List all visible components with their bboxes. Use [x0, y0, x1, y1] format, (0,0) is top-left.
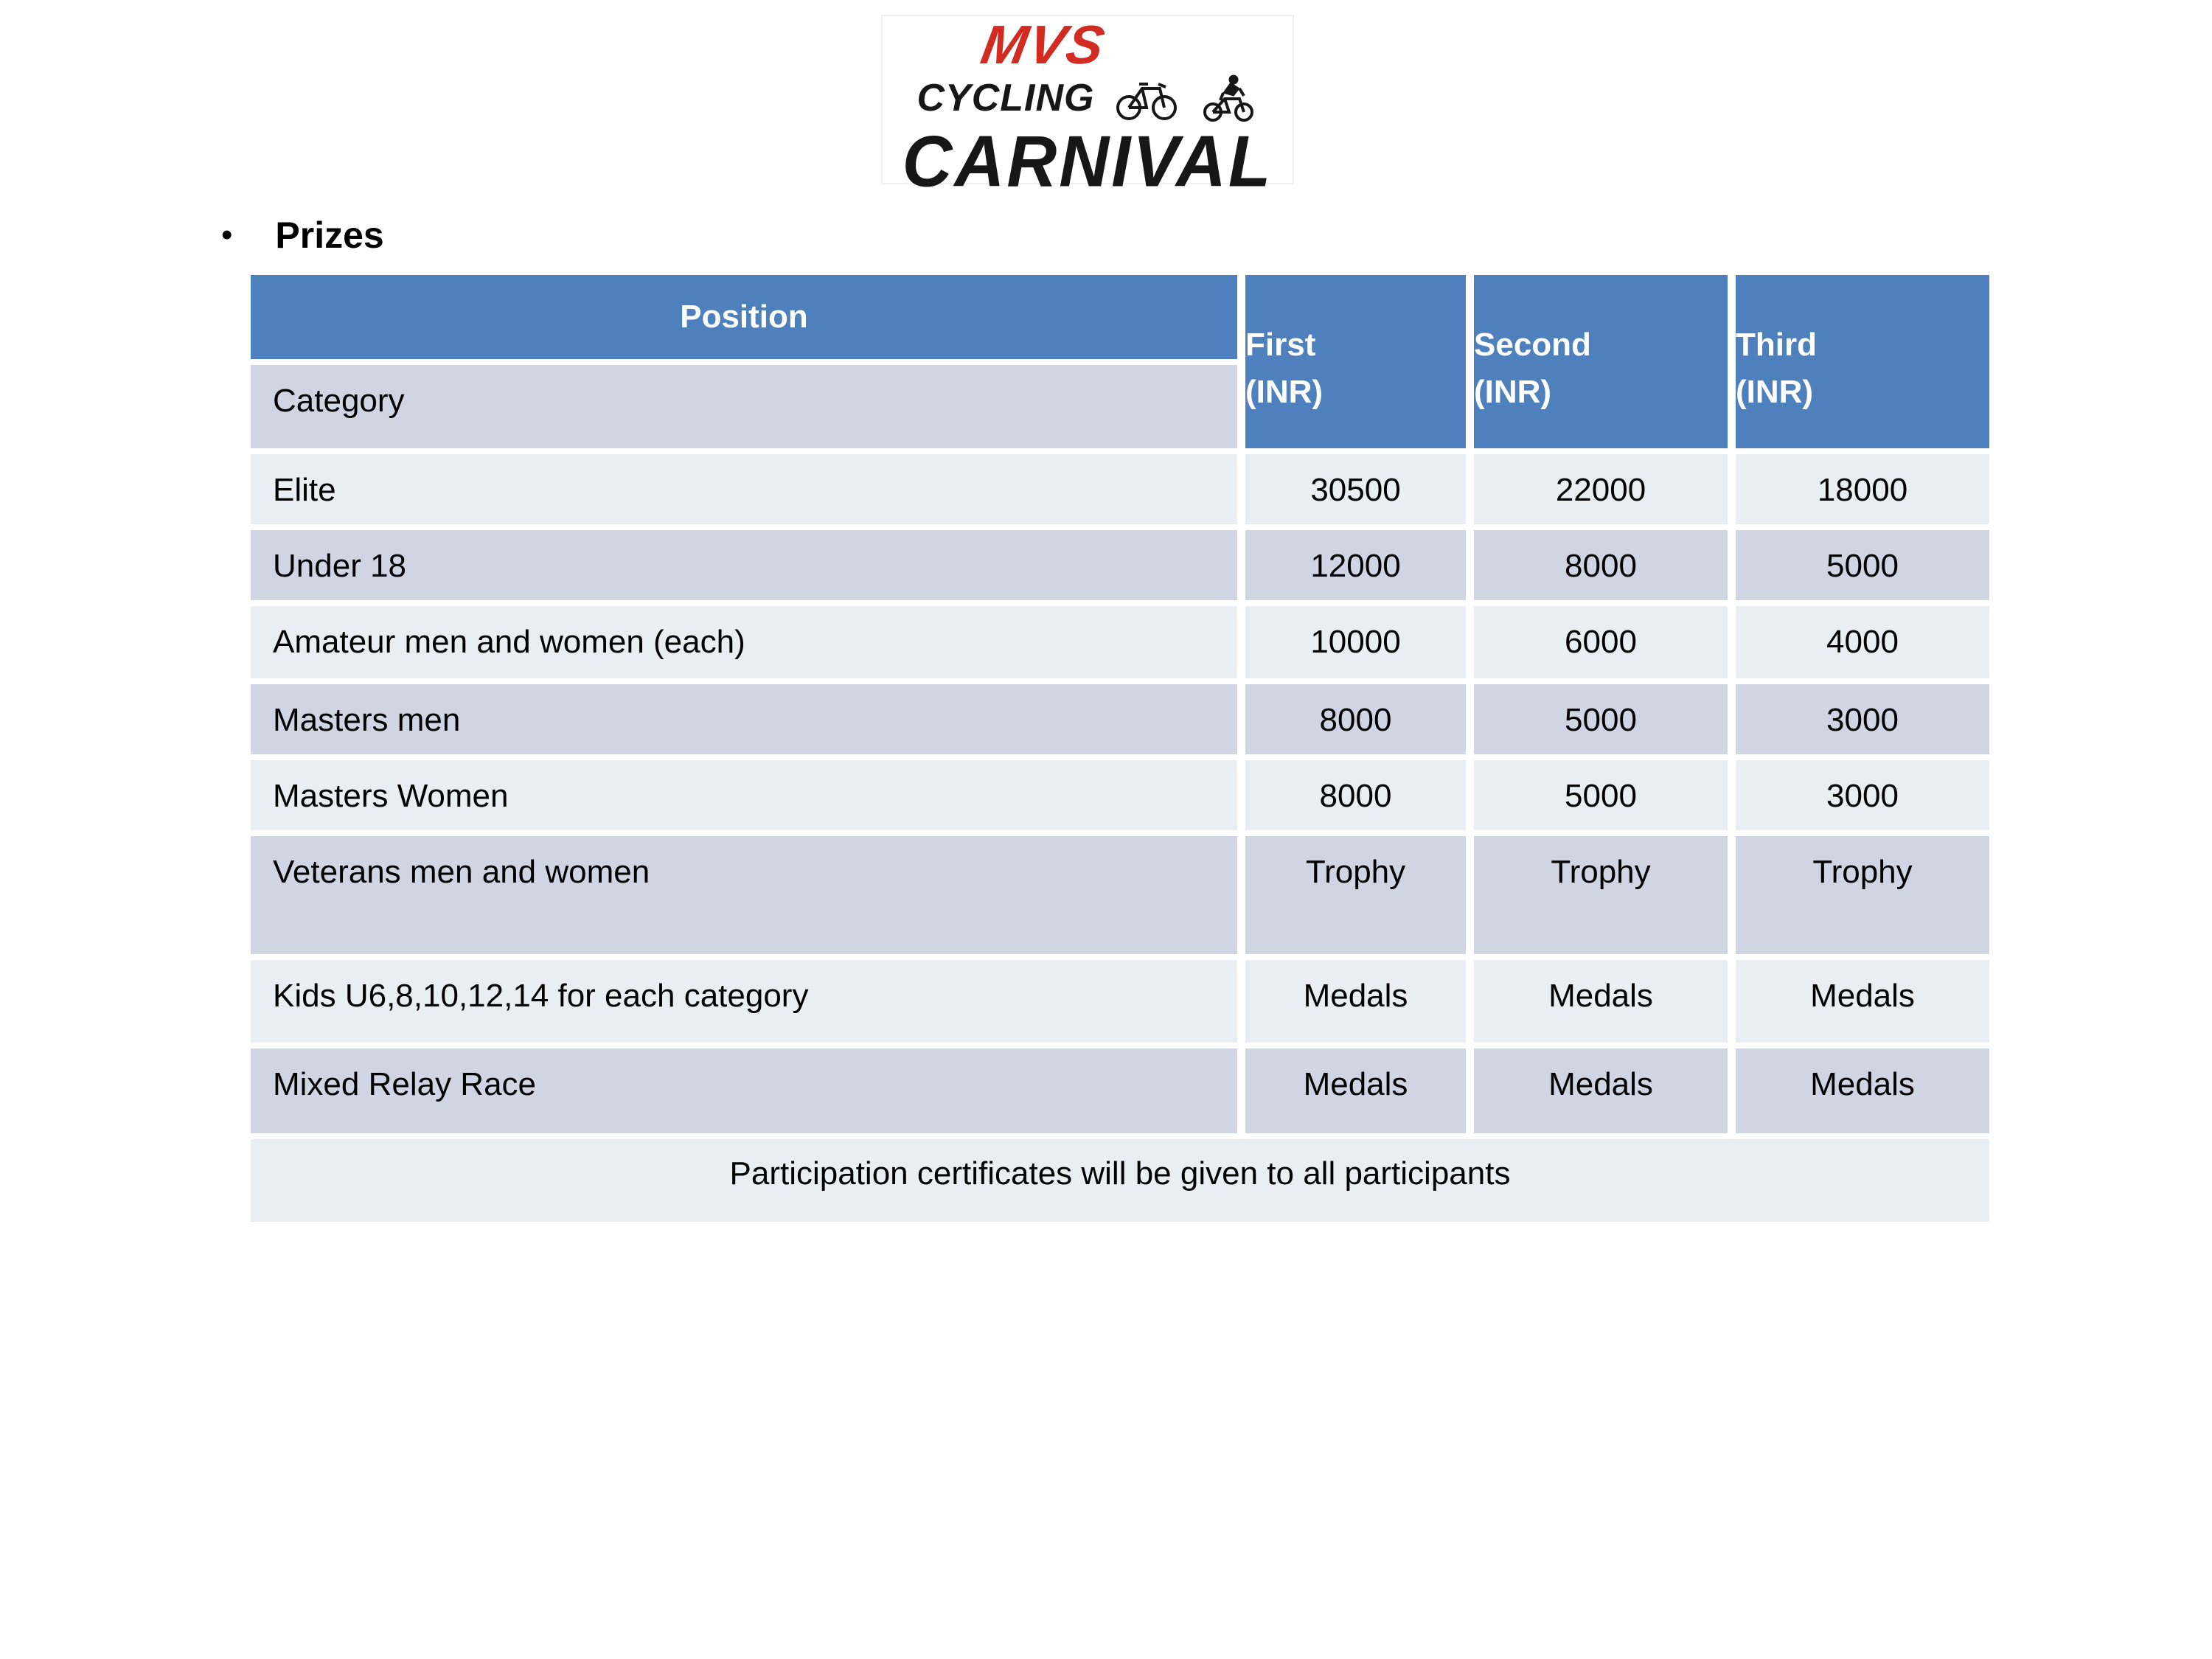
row-second: 5000 — [1474, 760, 1728, 830]
header-category: Category — [251, 365, 1237, 448]
row-category: Mixed Relay Race — [251, 1048, 1237, 1133]
row-third: 18000 — [1736, 454, 1989, 524]
row-category: Veterans men and women — [251, 836, 1237, 954]
row-first: Trophy — [1245, 836, 1466, 954]
row-second: 22000 — [1474, 454, 1728, 524]
header-second-title: Second — [1474, 326, 1591, 363]
row-first: 8000 — [1245, 684, 1466, 754]
participation-note: Participation certificates will be given to all participants — [251, 1139, 1989, 1222]
prize-table — [251, 275, 1989, 1222]
row-category: Elite — [251, 454, 1237, 524]
mountain-bike-rider-icon — [1201, 74, 1259, 122]
header-third-title: Third — [1736, 326, 1817, 363]
row-second: 8000 — [1474, 530, 1728, 600]
header-first-title: First — [1245, 326, 1316, 363]
row-second: 6000 — [1474, 606, 1728, 678]
row-second: Trophy — [1474, 836, 1728, 954]
row-third: Trophy — [1736, 836, 1989, 954]
row-first: 8000 — [1245, 760, 1466, 830]
page-title: Prizes — [275, 215, 384, 256]
row-third: Medals — [1736, 960, 1989, 1043]
row-first: Medals — [1245, 960, 1466, 1043]
row-first: Medals — [1245, 1048, 1466, 1133]
event-logo — [881, 14, 1294, 202]
row-third: 5000 — [1736, 530, 1989, 600]
header-third-unit: (INR) — [1736, 373, 1814, 410]
bullet-icon: • — [221, 217, 233, 253]
row-third: 3000 — [1736, 684, 1989, 754]
row-second: Medals — [1474, 1048, 1728, 1133]
row-second: 5000 — [1474, 684, 1728, 754]
row-category: Kids U6,8,10,12,14 for each category — [251, 960, 1237, 1043]
logo-carnival-text: CARNIVAL — [902, 120, 1273, 202]
row-first: 10000 — [1245, 606, 1466, 678]
row-third: Medals — [1736, 1048, 1989, 1133]
row-category: Masters Women — [251, 760, 1237, 830]
header-first-unit: (INR) — [1245, 373, 1324, 410]
road-bike-icon — [1114, 75, 1182, 121]
row-first: 30500 — [1245, 454, 1466, 524]
row-third: 3000 — [1736, 760, 1989, 830]
section-heading — [221, 214, 384, 257]
row-category: Masters men — [251, 684, 1237, 754]
logo-mvs-text: MVS — [976, 14, 1110, 75]
row-category: Under 18 — [251, 530, 1237, 600]
row-third: 4000 — [1736, 606, 1989, 678]
header-third — [1736, 275, 1989, 448]
row-category: Amateur men and women (each) — [251, 606, 1237, 678]
header-first — [1245, 275, 1466, 448]
header-second — [1474, 275, 1728, 448]
header-position: Position — [251, 275, 1237, 359]
header-second-unit: (INR) — [1474, 373, 1552, 410]
logo-cycling-row — [917, 74, 1259, 122]
logo-cycling-text: CYCLING — [917, 77, 1095, 119]
row-second: Medals — [1474, 960, 1728, 1043]
row-first: 12000 — [1245, 530, 1466, 600]
